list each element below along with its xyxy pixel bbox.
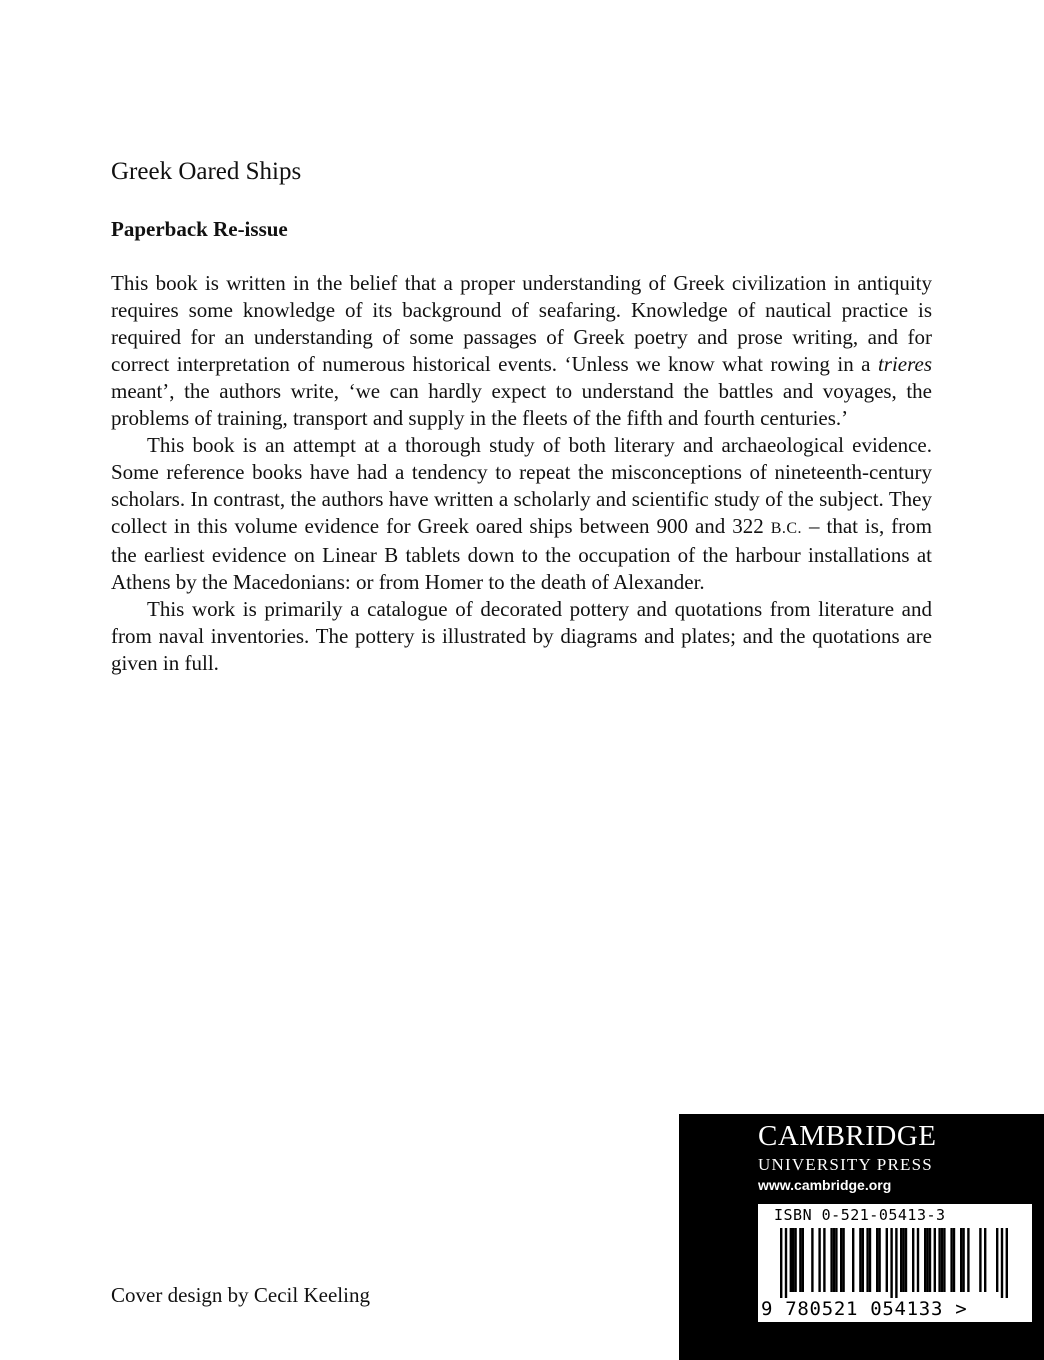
blurb-paragraph-2: This book is an attempt at a thorough study of both literary and archaeological evidence. Some reference books have had a tendency to repeat the misconceptions of nineteenth-century scholars. In contrast, the authors have written a scholarly and scientific study of the subject. They collect in this volume evidence for Greek oared ships between 900 and 322 B.C. – that is, from the earliest evidence on Linear B tablets down to the occupation of the harbour installations at Athens by the Macedonians: or from Homer to the death of Alexander. <box>111 433 932 594</box>
barcode-bar <box>811 1228 813 1292</box>
barcode-bar <box>794 1228 796 1292</box>
barcode-bar <box>876 1228 878 1292</box>
barcode-bar <box>902 1228 904 1292</box>
edition-subtitle: Paperback Re-issue <box>111 217 288 241</box>
publisher-url: www.cambridge.org <box>758 1177 892 1193</box>
barcode-bar <box>924 1228 926 1292</box>
barcode-bar <box>941 1228 943 1292</box>
publisher-block <box>679 1114 1044 1360</box>
barcode-bar <box>926 1228 928 1292</box>
publisher-name: CAMBRIDGE <box>758 1120 937 1152</box>
barcode-icon <box>758 1226 1032 1298</box>
barcode-bar <box>830 1228 832 1292</box>
barcode-bar <box>984 1228 986 1292</box>
barcode-bar <box>840 1228 842 1292</box>
barcode-bar <box>962 1228 964 1292</box>
italic-term: trieres <box>877 352 932 376</box>
barcode-bar <box>785 1228 787 1298</box>
barcode-bar <box>895 1228 897 1298</box>
blurb <box>111 270 932 677</box>
barcode-bar <box>859 1228 861 1292</box>
publisher-subname: UNIVERSITY PRESS <box>758 1155 933 1174</box>
barcode-bar <box>943 1228 945 1292</box>
barcode-bar <box>866 1228 868 1292</box>
barcode-bar <box>792 1228 794 1292</box>
barcode-bar <box>799 1228 801 1292</box>
barcode-bar <box>842 1228 844 1292</box>
barcode-bar <box>890 1228 892 1298</box>
barcode-bar <box>1001 1228 1003 1298</box>
barcode-bar <box>835 1228 837 1292</box>
barcode-bar <box>852 1228 854 1292</box>
barcode-bar <box>938 1228 940 1292</box>
barcode-bar <box>960 1228 962 1292</box>
cover-credit: Cover design by Cecil Keeling <box>111 1283 370 1307</box>
barcode-bar <box>878 1228 880 1292</box>
barcode-bar <box>802 1228 804 1292</box>
barcode-bar <box>929 1228 931 1292</box>
barcode-bar <box>790 1228 792 1292</box>
blurb-paragraph-3: This work is primarily a catalogue of decorated pottery and quotations from literature and from naval inventories. The pottery is illustrated by diagrams and plates; and the quotations are given in full. <box>111 597 932 675</box>
isbn-label: ISBN 0-521-05413-3 <box>774 1206 946 1224</box>
book-title: Greek Oared Ships <box>111 158 302 185</box>
barcode-bar <box>912 1228 914 1292</box>
era-abbrev: B.C. <box>770 520 803 537</box>
barcode-bar <box>934 1228 936 1292</box>
barcode-bar <box>1006 1228 1008 1298</box>
barcode-digits: 9 780521 054133 > <box>761 1298 968 1320</box>
barcode-bar <box>905 1228 907 1292</box>
barcode-bar <box>900 1228 902 1292</box>
barcode-bar <box>818 1228 820 1292</box>
barcode-bar <box>967 1228 969 1292</box>
barcode-bar <box>780 1228 782 1298</box>
barcode-bar <box>979 1228 981 1292</box>
barcode-bar <box>950 1228 952 1292</box>
barcode-bar <box>917 1228 919 1292</box>
barcode-panel <box>758 1204 1032 1322</box>
barcode-bar <box>823 1228 825 1292</box>
barcode-bar <box>869 1228 871 1292</box>
barcode-bar <box>862 1228 864 1292</box>
barcode-bar <box>953 1228 955 1292</box>
blurb-paragraph-1: This book is written in the belief that a proper understanding of Greek civilization in antiquity requires some knowledge of its background of seafaring. Knowledge of nautical practice is required for an understanding of some passages of Greek poetry and prose writing, and for correct interpretation of numerous historical events. ‘Unless we know what rowing in a trieres meant’, the authors write, ‘we can hardly expect to understand the battles and voyages, the problems of training, transport and supply in the fleets of the fifth and fourth centuries.’ <box>111 271 932 430</box>
barcode-bar <box>886 1228 888 1292</box>
barcode-bar <box>833 1228 835 1292</box>
barcode-bar <box>996 1228 998 1292</box>
